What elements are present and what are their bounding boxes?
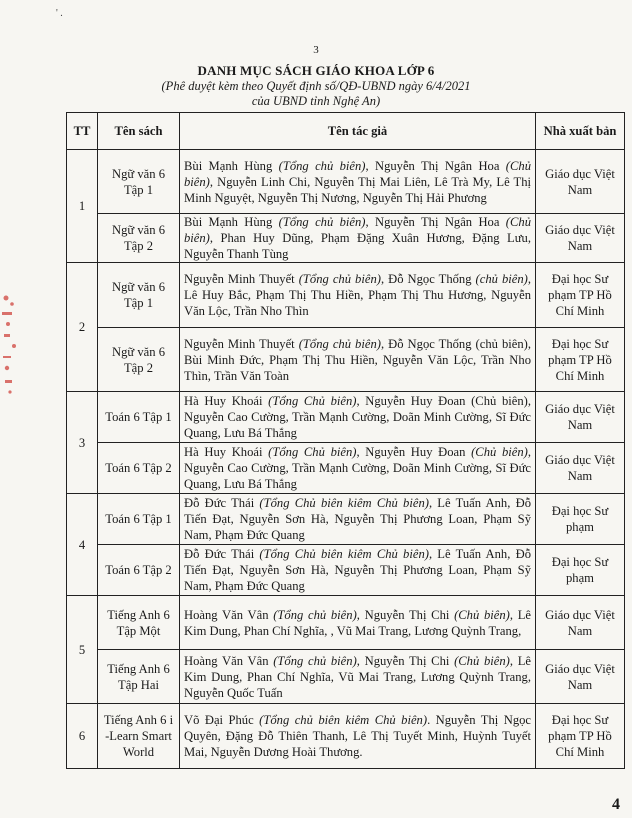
publisher: Đại học Sư phạm TP Hồ Chí Minh: [536, 263, 625, 328]
author-role: (Chủ biên): [184, 215, 531, 245]
subtitle-line-1: (Phê duyệt kèm theo Quyết định số/QĐ-UBND ngày 6/4/2021: [161, 79, 471, 93]
author-list: [180, 494, 536, 545]
author-names: Hà Huy Khoái: [184, 445, 269, 459]
author-names: , Lê Huy Bắc, Phạm Thị Thu Hiền, Phạm Thị Thu Hương, Nguyễn Văn Lộc, Trần Nho Thìn: [184, 272, 531, 318]
author-role: (Tổng Chủ biên): [268, 394, 357, 408]
publisher: Đại học Sư phạm TP Hồ Chí Minh: [536, 328, 625, 392]
table-body: [67, 150, 625, 769]
author-names: Đỗ Đức Thái: [184, 496, 260, 510]
table-row: [67, 392, 625, 443]
publisher: Giáo dục Việt Nam: [536, 650, 625, 704]
table-row: [67, 328, 625, 392]
publisher: Giáo dục Việt Nam: [536, 150, 625, 214]
author-names: , Lê Tuấn Anh, Đỗ Tiến Đạt, Nguyễn Sơn Hà, Nguyễn Thị Phương Loan, Phạm Sỹ Nam, Phạm Đức Quang: [184, 496, 531, 542]
header-book: Tên sách: [98, 113, 180, 150]
header-authors: Tên tác giả: [180, 113, 536, 150]
author-role: (Tổng chủ biên): [298, 272, 381, 286]
table-row: [67, 704, 625, 769]
red-stamp-mark: [0, 290, 24, 400]
author-list: [180, 650, 536, 704]
author-list: [180, 443, 536, 494]
book-title: Tiếng Anh 6 Tập Một: [98, 596, 180, 650]
author-names: , Lê Kim Dung, Phan Chí Nghĩa, , Vũ Mai Trang, Lương Quỳnh Trang,: [184, 607, 531, 638]
author-role: (Tổng chủ biên): [298, 336, 381, 351]
book-title: Ngữ văn 6 Tập 1: [98, 150, 180, 214]
author-role: (Tổng Chủ biên): [268, 445, 357, 459]
corner-mark: 4: [612, 796, 620, 813]
author-names: . Nguyễn Thị Ngọc Quyên, Đặng Đỗ Thiên Thanh, Lê Thị Tuyết Minh, Huỳnh Tuyết Mai, Nguyễn Dương Hoài Thương.: [184, 713, 532, 759]
author-names: Nguyễn Minh Thuyết: [184, 336, 299, 351]
author-role: (Tổng chủ biên): [273, 653, 357, 668]
table-row: [67, 443, 625, 494]
author-list: [180, 263, 536, 328]
author-role: (Chủ biên): [471, 445, 528, 459]
author-names: , Nguyễn Thị Chi: [356, 607, 455, 622]
author-names: , Đỗ Ngọc Thống (chủ biên), Bùi Minh Đức, Phạm Thị Thu Hiền, Nguyễn Văn Lộc, Trần Nho Thìn, Trần Văn Toàn: [184, 336, 531, 383]
header-publisher: Nhà xuất bản: [536, 113, 625, 150]
author-names: Hoàng Văn Vân: [184, 653, 274, 668]
document-subtitle: [0, 79, 632, 109]
publisher: Giáo dục Việt Nam: [536, 596, 625, 650]
row-number: 5: [67, 596, 98, 704]
author-list: [180, 545, 536, 596]
table-row: [67, 263, 625, 328]
table-row: [67, 596, 625, 650]
book-title: Ngữ văn 6 Tập 1: [98, 263, 180, 328]
publisher: Giáo dục Việt Nam: [536, 214, 625, 263]
author-role: (Chủ biên): [184, 158, 531, 189]
table-row: [67, 650, 625, 704]
table-row: [67, 150, 625, 214]
row-number: 4: [67, 494, 98, 596]
row-number: 2: [67, 263, 98, 392]
author-list: [180, 596, 536, 650]
author-list: [180, 704, 536, 769]
table-header-row: [67, 113, 625, 150]
author-list: [180, 392, 536, 443]
author-names: , Nguyễn Thị Ngân Hoa: [365, 215, 506, 229]
table-row: [67, 494, 625, 545]
author-names: Đỗ Đức Thái: [184, 547, 260, 561]
author-names: Hoàng Văn Vân: [184, 607, 274, 622]
author-role: (Tổng Chủ biên kiêm Chủ biên): [259, 547, 429, 561]
header-tt: TT: [67, 113, 98, 150]
book-title: Ngữ văn 6 Tập 2: [98, 214, 180, 263]
book-title: Toán 6 Tập 1: [98, 392, 180, 443]
scan-speck: ' .: [56, 8, 63, 19]
author-names: , Phan Huy Dũng, Phạm Đặng Xuân Hương, Đặng Lưu, Nguyễn Thanh Tùng: [184, 231, 531, 261]
author-names: , Nguyễn Linh Chi, Nguyễn Thị Mai Liên, Lê Trà My, Lê Thị Minh Nguyệt, Nguyễn Thị Nương, Nguyễn Thị Hải Phương: [184, 174, 531, 205]
author-list: [180, 150, 536, 214]
author-role: (chủ biên): [475, 272, 528, 286]
author-names: Nguyễn Minh Thuyết: [184, 272, 299, 286]
publisher: Đại học Sư phạm TP Hồ Chí Minh: [536, 704, 625, 769]
book-title: Tiếng Anh 6 i -Learn Smart World: [98, 704, 180, 769]
author-names: Võ Đại Phúc: [184, 713, 260, 727]
table-row: [67, 214, 625, 263]
author-names: Bùi Mạnh Hùng: [184, 215, 279, 229]
author-role: (Tổng chủ biên): [273, 607, 357, 622]
author-role: (Chủ biên): [454, 607, 510, 622]
subtitle-line-2: của UBND tỉnh Nghệ An): [251, 94, 381, 108]
author-names: , Lê Tuấn Anh, Đỗ Tiến Đạt, Nguyễn Sơn Hà, Nguyễn Thị Phương Loan, Phạm Sỹ Nam, Phạm Đức Quang: [184, 547, 531, 593]
author-names: Bùi Mạnh Hùng: [184, 158, 279, 173]
publisher: Đại học Sư phạm: [536, 494, 625, 545]
author-role: (Tổng chủ biên): [278, 215, 366, 229]
author-names: , Nguyễn Huy Đoan (Chủ biên), Nguyễn Cao Cường, Trần Mạnh Cường, Doãn Minh Cường, Sĩ Đức Quang, Lưu Bá Thắng: [184, 394, 531, 440]
author-role: (Tổng chủ biên): [278, 158, 366, 173]
table-row: [67, 545, 625, 596]
book-title: Toán 6 Tập 2: [98, 545, 180, 596]
author-names: Hà Huy Khoái: [184, 394, 269, 408]
author-list: [180, 328, 536, 392]
author-role: (Chủ biên): [454, 653, 510, 668]
book-title: Ngữ văn 6 Tập 2: [98, 328, 180, 392]
publisher: Giáo dục Việt Nam: [536, 443, 625, 494]
book-title: Toán 6 Tập 1: [98, 494, 180, 545]
book-title: Tiếng Anh 6 Tập Hai: [98, 650, 180, 704]
author-role: (Tổng Chủ biên kiêm Chủ biên): [259, 496, 429, 510]
row-number: 3: [67, 392, 98, 494]
row-number: 6: [67, 704, 98, 769]
author-names: , Nguyễn Huy Đoan: [356, 445, 472, 459]
author-names: , Đỗ Ngọc Thống: [380, 272, 476, 286]
author-names: , Lê Kim Dung, Phan Chí Nghĩa, Vũ Mai Trang, Lương Quỳnh Trang, Nguyễn Quốc Tuấn: [184, 653, 531, 700]
publisher: Đại học Sư phạm: [536, 545, 625, 596]
book-title: Toán 6 Tập 2: [98, 443, 180, 494]
row-number: 1: [67, 150, 98, 263]
page-number: 3: [313, 44, 319, 56]
author-names: , Nguyễn Cao Cường, Trần Mạnh Cường, Doãn Minh Cường, Sĩ Đức Quang, Lưu Bá Thắng: [184, 445, 531, 491]
publisher: Giáo dục Việt Nam: [536, 392, 625, 443]
document-title: DANH MỤC SÁCH GIÁO KHOA LỚP 6: [197, 63, 435, 78]
author-names: , Nguyễn Thị Chi: [356, 653, 455, 668]
author-names: , Nguyễn Thị Ngân Hoa: [365, 158, 506, 173]
author-list: [180, 214, 536, 263]
textbook-table: [66, 112, 625, 769]
author-role: (Tổng chủ biên kiêm Chủ biên): [259, 713, 428, 727]
